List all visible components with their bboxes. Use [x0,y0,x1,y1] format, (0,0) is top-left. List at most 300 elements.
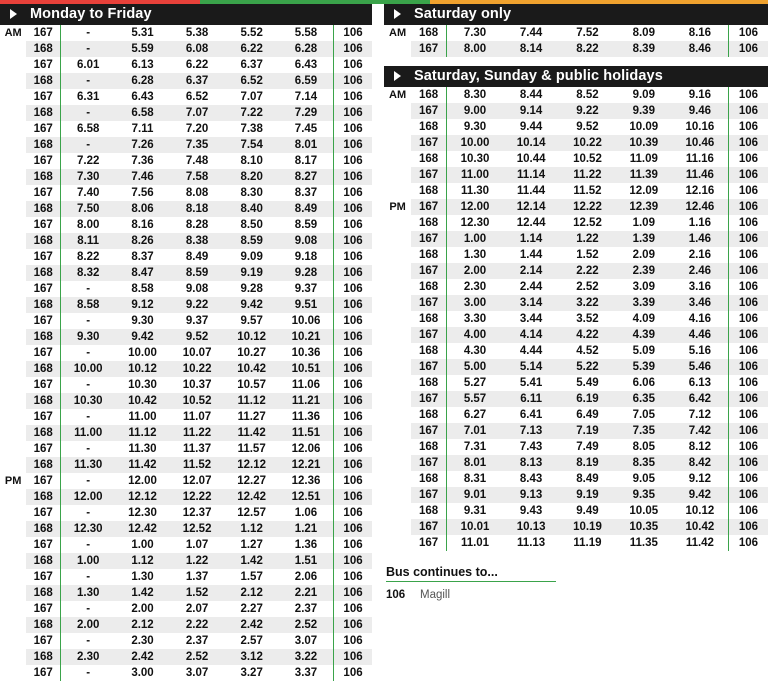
route-number: 168 [411,87,446,103]
departure-time: 8.30 [224,185,279,201]
route-number: 167 [26,409,60,425]
departure-time: 10.37 [170,377,225,393]
departure-time: - [61,345,116,361]
departure-time: 8.12 [672,439,728,455]
departure-time: 6.59 [279,73,334,89]
departure-time: 1.27 [224,537,279,553]
table-row [0,585,372,601]
table-row [384,231,768,247]
destination-route-number: 106 [728,375,768,391]
departure-time: 1.51 [279,553,334,569]
departure-time: 11.00 [61,425,116,441]
route-number: 168 [26,425,60,441]
table-row [0,553,372,569]
departure-time: 8.43 [503,471,559,487]
table-row [0,41,372,57]
route-number: 168 [411,471,446,487]
departure-time: 1.52 [170,585,225,601]
departure-time: 11.12 [224,393,279,409]
ampm-label [384,391,411,407]
departure-time: 10.14 [503,135,559,151]
table-row [0,73,372,89]
departure-time: 7.52 [559,25,615,41]
departure-time: 10.27 [224,345,279,361]
route-number: 168 [411,343,446,359]
departure-time: 8.16 [672,25,728,41]
departure-time: 4.09 [616,311,672,327]
table-row [0,105,372,121]
departure-time: 12.21 [279,457,334,473]
departure-time: 8.59 [170,265,225,281]
destination-route-number: 106 [334,73,372,89]
departure-time: 12.57 [224,505,279,521]
route-number: 168 [26,201,60,217]
departure-time: 7.43 [503,439,559,455]
departure-time: 6.28 [279,41,334,57]
table-row [384,487,768,503]
ampm-label [0,553,26,569]
departure-time: 8.18 [170,201,225,217]
route-number: 168 [411,311,446,327]
ampm-label [384,327,411,343]
departure-time: 11.57 [224,441,279,457]
route-number: 167 [26,537,60,553]
table-row [0,329,372,345]
table-row [0,649,372,665]
departure-time: 3.30 [447,311,503,327]
departure-time: 9.28 [279,265,334,281]
departure-time: 3.09 [616,279,672,295]
ampm-label [384,455,411,471]
saturday-timetable [384,25,768,57]
departure-time: 5.39 [616,359,672,375]
departure-time: 12.00 [61,489,116,505]
departure-time: 1.57 [224,569,279,585]
departure-time: 12.22 [170,489,225,505]
departure-time: 4.22 [559,327,615,343]
departure-time: 10.52 [170,393,225,409]
departure-time: 5.58 [279,25,334,41]
destination-route-number: 106 [334,377,372,393]
departure-time: 7.38 [224,121,279,137]
destination-route-number: 106 [334,281,372,297]
table-row [384,439,768,455]
departure-time: 7.07 [170,105,225,121]
route-number: 168 [411,375,446,391]
destination-route-number: 106 [334,521,372,537]
destination-route-number: 106 [728,263,768,279]
departure-time: 1.12 [115,553,170,569]
weekday-section-header [0,4,372,25]
departure-time: 4.44 [503,343,559,359]
table-row [0,409,372,425]
departure-time: 8.46 [672,41,728,57]
table-row [0,57,372,73]
departure-time: 8.38 [170,233,225,249]
departure-time: 6.37 [170,73,225,89]
route-number: 168 [26,137,60,153]
departure-time: 6.13 [672,375,728,391]
departure-time: 11.35 [616,535,672,551]
destination-route-number: 106 [728,231,768,247]
departure-time: 9.22 [170,297,225,313]
ampm-label [0,41,26,57]
table-row [0,297,372,313]
route-number: 167 [26,121,60,137]
table-row [0,457,372,473]
route-number: 167 [26,601,60,617]
departure-time: 8.37 [279,185,334,201]
departure-time: 8.42 [672,455,728,471]
departure-time: 7.40 [61,185,116,201]
departure-time: 8.47 [115,265,170,281]
departure-time: 10.00 [115,345,170,361]
departure-time: 5.57 [447,391,503,407]
departure-time: 5.16 [672,343,728,359]
departure-time: 6.52 [170,89,225,105]
departure-time: 8.26 [115,233,170,249]
departure-time: 3.07 [279,633,334,649]
destination-route-number: 106 [334,409,372,425]
ampm-label [0,633,26,649]
destination-route-number: 106 [334,505,372,521]
departure-time: 9.19 [559,487,615,503]
departure-time: 6.58 [115,105,170,121]
route-number: 168 [26,617,60,633]
ampm-label [0,617,26,633]
table-row [0,233,372,249]
table-row [0,345,372,361]
departure-time: 2.46 [672,263,728,279]
destination-route-number: 106 [334,665,372,681]
sunday-timetable [384,87,768,551]
departure-time: 12.39 [616,199,672,215]
departure-time: - [61,409,116,425]
destination-route-number: 106 [728,503,768,519]
ampm-label [384,183,411,199]
departure-time: 2.16 [672,247,728,263]
departure-time: 10.42 [672,519,728,535]
departure-time: 1.12 [224,521,279,537]
departure-time: 9.28 [224,281,279,297]
departure-time: 2.57 [224,633,279,649]
departure-time: 3.52 [559,311,615,327]
destination-route-number: 106 [334,121,372,137]
ampm-label: PM [384,199,411,215]
departure-time: 12.12 [115,489,170,505]
destination-route-number: 106 [728,41,768,57]
table-row [0,153,372,169]
departure-time: 9.46 [672,103,728,119]
route-number: 167 [411,231,446,247]
route-number: 168 [411,439,446,455]
departure-time: 6.41 [503,407,559,423]
departure-time: 11.13 [503,535,559,551]
ampm-label [0,121,26,137]
ampm-label [0,105,26,121]
destination-route-number: 106 [728,199,768,215]
table-row [384,247,768,263]
table-row [384,535,768,551]
destination-route-number: 106 [334,233,372,249]
table-row [384,215,768,231]
departure-time: 7.49 [559,439,615,455]
route-number: 168 [26,169,60,185]
destination-route-number: 106 [728,407,768,423]
saturday-section-header [384,4,768,25]
departure-time: 12.06 [279,441,334,457]
ampm-label [384,41,411,57]
departure-time: 3.27 [224,665,279,681]
departure-time: 5.41 [503,375,559,391]
table-row [384,407,768,423]
route-number: 167 [411,135,446,151]
departure-time: 3.39 [616,295,672,311]
departure-time: 1.30 [115,569,170,585]
departure-time: 7.42 [672,423,728,439]
departure-time: 9.37 [170,313,225,329]
destination-route-number: 106 [334,169,372,185]
departure-time: 11.19 [559,535,615,551]
route-number: 168 [26,489,60,505]
ampm-label [384,311,411,327]
departure-time: 8.49 [170,249,225,265]
continues-route-number: 106 [386,589,406,601]
departure-time: 2.44 [503,279,559,295]
route-number: 167 [26,89,60,105]
destination-route-number: 106 [728,343,768,359]
table-row [384,167,768,183]
route-number: 168 [26,297,60,313]
departure-time: 8.08 [170,185,225,201]
departure-time: 11.00 [447,167,503,183]
departure-time: 7.05 [616,407,672,423]
departure-time: 11.16 [672,151,728,167]
route-number: 167 [411,535,446,551]
destination-route-number: 106 [728,103,768,119]
departure-time: 8.01 [447,455,503,471]
departure-time: 9.13 [503,487,559,503]
ampm-label [384,279,411,295]
ampm-label [384,519,411,535]
ampm-label: AM [384,87,411,103]
ampm-label [0,457,26,473]
departure-time: - [61,537,116,553]
departure-time: 8.44 [503,87,559,103]
departure-time: 10.01 [447,519,503,535]
departure-time: 9.52 [559,119,615,135]
ampm-label [0,57,26,73]
departure-time: 7.54 [224,137,279,153]
ampm-label [384,119,411,135]
departure-time: 9.37 [279,281,334,297]
departure-time: 11.36 [279,409,334,425]
departure-time: 6.08 [170,41,225,57]
route-number: 168 [26,457,60,473]
departure-time: 12.12 [224,457,279,473]
departure-time: 1.42 [224,553,279,569]
route-number: 168 [411,119,446,135]
departure-time: 1.21 [279,521,334,537]
route-number: 168 [26,233,60,249]
departure-time: 11.37 [170,441,225,457]
destination-route-number: 106 [728,311,768,327]
route-number: 167 [26,57,60,73]
table-row [0,217,372,233]
table-row [384,103,768,119]
departure-time: 5.59 [115,41,170,57]
departure-time: - [61,505,116,521]
departure-time: 2.22 [559,263,615,279]
departure-time: 8.52 [559,87,615,103]
departure-time: 3.44 [503,311,559,327]
destination-route-number: 106 [728,167,768,183]
table-row [384,263,768,279]
departure-time: 8.58 [61,297,116,313]
table-row [0,249,372,265]
departure-time: 8.00 [447,41,503,57]
route-number: 167 [26,345,60,361]
saturday-header-label: Saturday only [414,6,512,22]
departure-time: 11.44 [503,183,559,199]
table-row [384,151,768,167]
table-row [0,393,372,409]
table-row [0,569,372,585]
departure-time: 10.36 [279,345,334,361]
route-number: 167 [411,423,446,439]
route-number: 167 [411,295,446,311]
departure-time: 11.52 [559,183,615,199]
table-row [0,361,372,377]
destination-route-number: 106 [334,153,372,169]
route-number: 167 [26,505,60,521]
departure-time: 12.00 [447,199,503,215]
route-number: 168 [411,247,446,263]
departure-time: 2.00 [61,617,116,633]
departure-time: - [61,665,116,681]
departure-time: 9.39 [616,103,672,119]
route-number: 168 [26,521,60,537]
departure-time: - [61,281,116,297]
destination-route-number: 106 [728,471,768,487]
destination-route-number: 106 [334,425,372,441]
route-number: 167 [411,41,446,57]
departure-time: 6.19 [559,391,615,407]
departure-time: 7.45 [279,121,334,137]
departure-time: 6.49 [559,407,615,423]
ampm-label [0,233,26,249]
departure-time: 3.00 [115,665,170,681]
departure-time: 3.46 [672,295,728,311]
ampm-label [384,135,411,151]
departure-time: 9.00 [447,103,503,119]
departure-time: 9.08 [279,233,334,249]
departure-time: 11.27 [224,409,279,425]
departure-time: 4.46 [672,327,728,343]
departure-time: 5.27 [447,375,503,391]
departure-time: 6.22 [170,57,225,73]
destination-route-number: 106 [728,151,768,167]
departure-time: 10.00 [447,135,503,151]
departure-time: 6.52 [224,73,279,89]
ampm-label [0,169,26,185]
departure-time: 6.13 [115,57,170,73]
table-row [384,87,768,103]
destination-route-number: 106 [728,519,768,535]
departure-time: 10.51 [279,361,334,377]
departure-time: 7.44 [503,25,559,41]
departure-time: 9.01 [447,487,503,503]
departure-time: 6.01 [61,57,116,73]
departure-time: 10.06 [279,313,334,329]
destination-route-number: 106 [334,361,372,377]
departure-time: 1.30 [447,247,503,263]
ampm-label [0,265,26,281]
triangle-right-icon [10,9,17,19]
departure-time: 7.58 [170,169,225,185]
departure-time: - [61,473,116,489]
ampm-label [384,407,411,423]
departure-time: 12.30 [115,505,170,521]
departure-time: 10.12 [672,503,728,519]
route-number: 167 [411,359,446,375]
departure-time: 11.42 [224,425,279,441]
departure-time: 12.09 [616,183,672,199]
departure-time: 10.44 [503,151,559,167]
bus-continues-section [384,565,768,601]
bus-continues-list [386,589,768,601]
departure-time: 9.19 [224,265,279,281]
departure-time: 1.07 [170,537,225,553]
departure-time: 4.14 [503,327,559,343]
table-row [384,455,768,471]
ampm-label [0,249,26,265]
route-number: 167 [26,185,60,201]
departure-time: 12.30 [447,215,503,231]
route-number: 168 [26,585,60,601]
departure-time: 5.31 [115,25,170,41]
ampm-label [384,503,411,519]
ampm-label: AM [384,25,411,41]
ampm-label [384,231,411,247]
table-row [0,633,372,649]
departure-time: 9.05 [616,471,672,487]
departure-time: 8.09 [616,25,672,41]
departure-time: 7.20 [170,121,225,137]
route-number: 167 [26,377,60,393]
departure-time: 9.30 [447,119,503,135]
departure-time: 1.22 [559,231,615,247]
departure-time: 11.12 [115,425,170,441]
ampm-label [0,489,26,505]
departure-time: 6.06 [616,375,672,391]
departure-time: 12.51 [279,489,334,505]
departure-time: 12.52 [170,521,225,537]
departure-time: 4.00 [447,327,503,343]
departure-time: 2.52 [279,617,334,633]
destination-route-number: 106 [334,649,372,665]
departure-time: 9.42 [115,329,170,345]
departure-time: 9.49 [559,503,615,519]
departure-time: 1.46 [672,231,728,247]
departure-time: 8.10 [224,153,279,169]
destination-route-number: 106 [728,215,768,231]
departure-time: 11.46 [672,167,728,183]
departure-time: 10.57 [224,377,279,393]
route-number: 167 [411,167,446,183]
triangle-right-icon [394,9,401,19]
departure-time: 12.42 [115,521,170,537]
